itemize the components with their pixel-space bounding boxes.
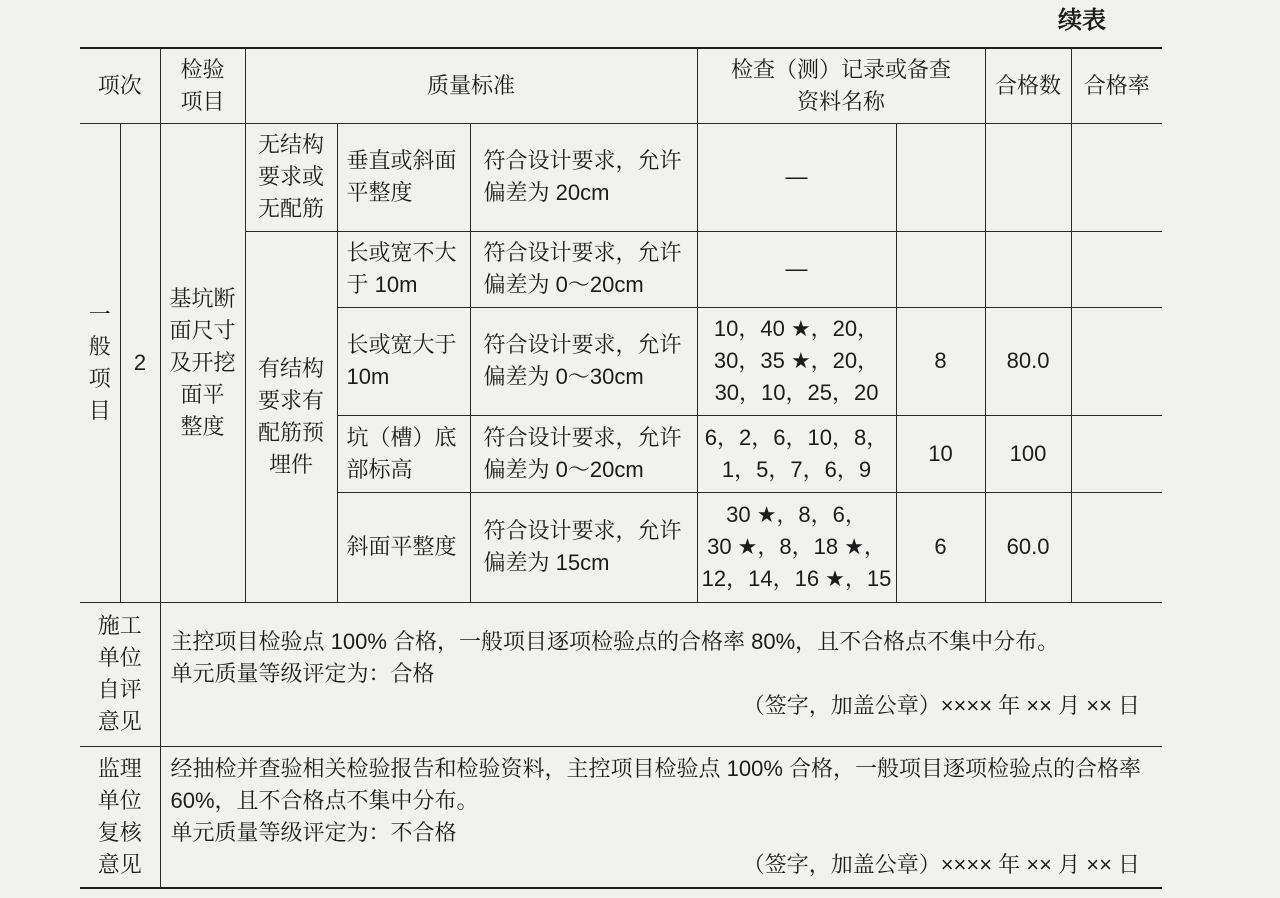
records-cell: 6，2，6，10，8， 1，5，7，6，9 [697, 415, 896, 492]
unit-quality-inspection-table [80, 47, 1162, 889]
condition-no-structural-requirement: 无结构 要求或 无配筋 [245, 123, 337, 231]
sub-item-cell: 长或宽不大 于 10m [337, 231, 470, 307]
header-quality-standard: 质量标准 [245, 48, 697, 123]
standard-cell: 符合设计要求，允许 偏差为 0～30cm [470, 307, 697, 415]
standard-cell: 符合设计要求，允许 偏差为 0～20cm [470, 415, 697, 492]
standard-cell: 符合设计要求，允许 偏差为 20cm [470, 123, 697, 231]
qualified-rate-cell: 80.0 [985, 307, 1071, 415]
self-assessment-grade: 单元质量等级评定为：合格 [170, 661, 435, 686]
self-assessment-label: 施工 单位 自评 意见 [80, 602, 160, 746]
inspection-item-name: 基坑断 面尺寸 及开挖 面平 整度 [160, 123, 245, 602]
sub-item-cell: 长或宽大于 10m [337, 307, 470, 415]
supervisor-review-grade: 单元质量等级评定为：不合格 [170, 819, 457, 845]
qualified-count-cell [896, 231, 985, 307]
self-assessment-content [160, 602, 1162, 746]
records-cell: 30 ★，8，6， 30 ★，8，18 ★， 12，14，16 ★，15 [697, 492, 896, 602]
blank-cell [1071, 415, 1162, 492]
sub-item-cell: 垂直或斜面 平整度 [337, 123, 470, 231]
qualified-count-cell: 6 [896, 492, 985, 602]
supervisor-review-label: 监理 单位 复核 意见 [80, 746, 160, 888]
qualified-count-cell: 10 [896, 415, 985, 492]
blank-cell [1071, 123, 1162, 231]
condition-structural-requirement: 有结构 要求有 配筋预 埋件 [245, 231, 337, 602]
sub-item-cell: 斜面平整度 [337, 492, 470, 602]
qualified-count-cell: 8 [896, 307, 985, 415]
header-qualified-rate: 合格率 [1071, 48, 1162, 123]
sub-item-cell: 坑（槽）底 部标高 [337, 415, 470, 492]
qualified-rate-cell [985, 123, 1071, 231]
blank-cell [1071, 492, 1162, 602]
continued-table-label: 续表 [1058, 7, 1106, 34]
standard-cell: 符合设计要求，允许 偏差为 15cm [470, 492, 697, 602]
qualified-rate-cell [985, 231, 1071, 307]
supervisor-review-opinion: 经抽检并查验相关检验报告和检验资料，主控项目检验点 100% 合格，一般项目逐项检验点的合格率 60%，且不合格点不集中分布。 [170, 755, 1142, 813]
blank-cell [1071, 307, 1162, 415]
header-records: 检查（测）记录或备查 资料名称 [697, 48, 985, 123]
supervisor-review-signature: （签字，加盖公章）×××× 年 ×× 月 ×× 日 [742, 851, 1141, 877]
self-assessment-signature: （签字，加盖公章）×××× 年 ×× 月 ×× 日 [742, 693, 1141, 718]
self-assessment-opinion: 主控项目检验点 100% 合格，一般项目逐项检验点的合格率 80%，且不合格点不集中分布。 [170, 629, 1060, 654]
qualified-rate-cell: 100 [985, 415, 1071, 492]
qualified-rate-cell: 60.0 [985, 492, 1071, 602]
standard-cell: 符合设计要求，允许 偏差为 0～20cm [470, 231, 697, 307]
supervisor-review-row [80, 746, 1162, 888]
header-inspection-item: 检验 项目 [160, 48, 245, 123]
table-row [80, 123, 1162, 231]
self-assessment-row [80, 602, 1162, 746]
item-number: 2 [120, 123, 160, 602]
supervisor-review-content [160, 746, 1162, 888]
qualified-count-cell [896, 123, 985, 231]
header-row [80, 48, 1162, 123]
records-cell: — [697, 231, 896, 307]
blank-cell [1071, 231, 1162, 307]
header-item-no: 项次 [80, 48, 160, 123]
records-cell: — [697, 123, 896, 231]
general-items-category: 一 般 项 目 [80, 123, 120, 602]
records-cell: 10，40 ★，20， 30，35 ★，20， 30，10，25，20 [697, 307, 896, 415]
header-qualified-count: 合格数 [985, 48, 1071, 123]
